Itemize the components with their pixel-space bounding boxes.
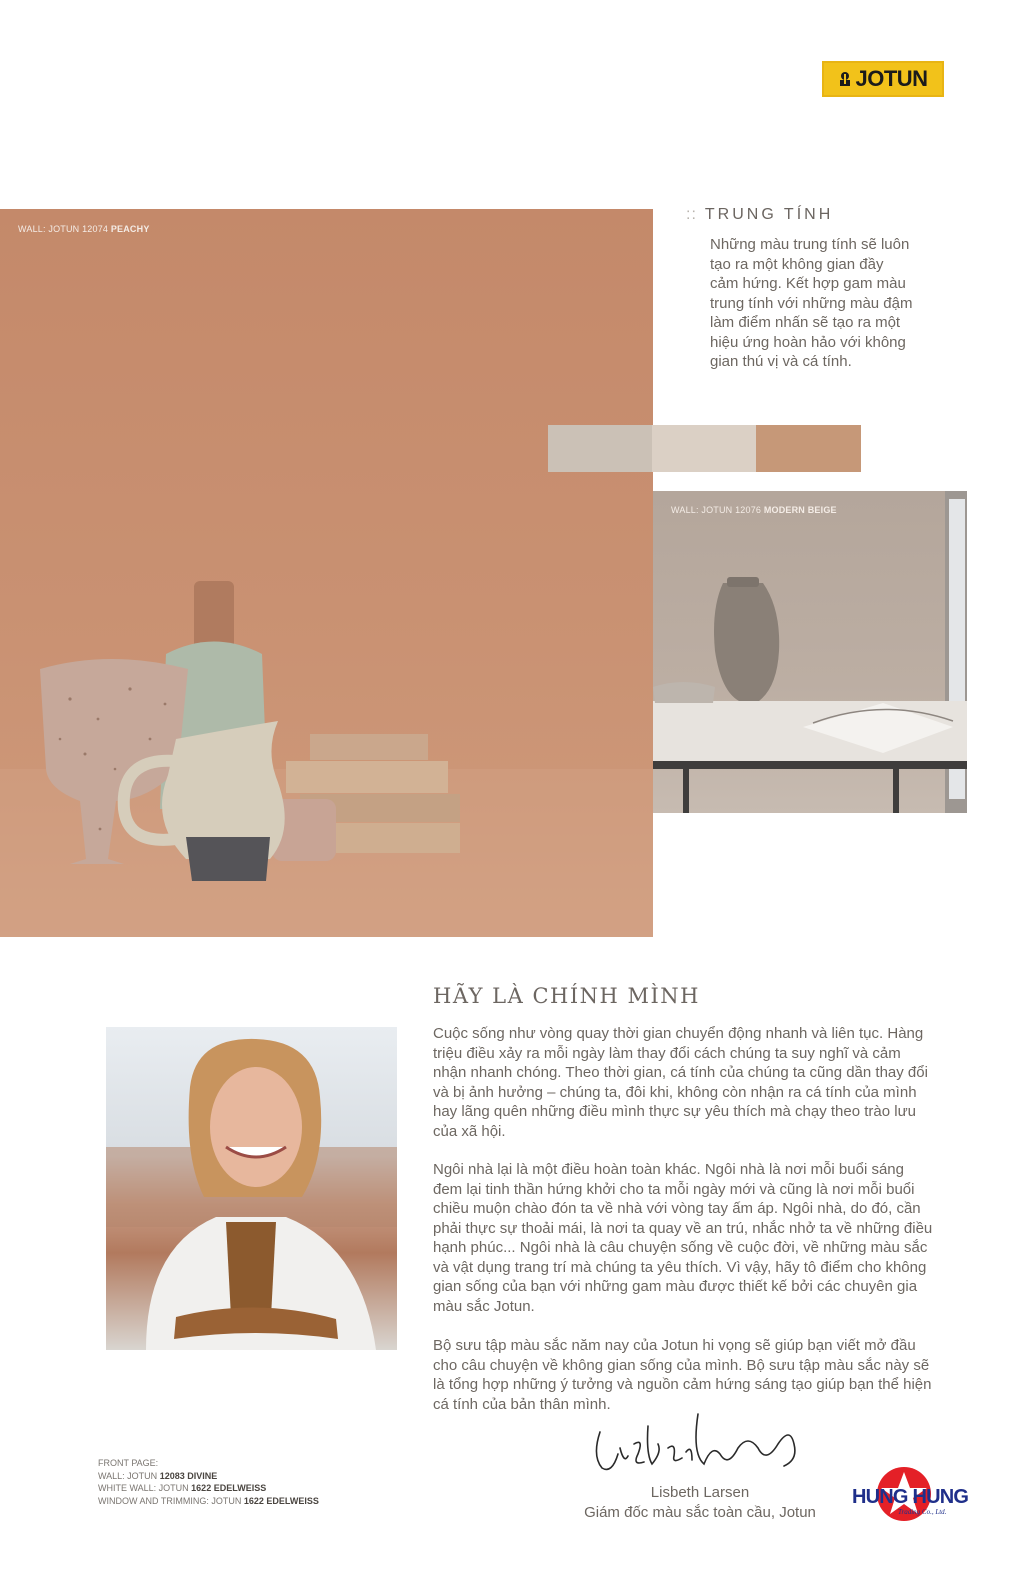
hung-hung-logo-text: HUNG HUNG bbox=[852, 1486, 969, 1508]
portrait-illustration bbox=[106, 1027, 397, 1350]
article-paragraph-1 bbox=[433, 1024, 957, 1141]
hung-hung-logo-subtext: Trading Co., Ltd. bbox=[898, 1508, 947, 1516]
credits-line bbox=[98, 1482, 319, 1495]
paragraph-line: Cuộc sống như vòng quay thời gian chuyển động nhanh và liên tục. Hàng bbox=[433, 1025, 924, 1042]
credits-line: FRONT PAGE: bbox=[98, 1458, 159, 1468]
paragraph-line: là tổng hợp những ý tưởng và nguồn cảm hứng sáng tạo giúp bạn thể hiện bbox=[433, 1376, 932, 1393]
main-photo-caption bbox=[18, 224, 150, 234]
side-photo-caption bbox=[671, 505, 837, 515]
article-paragraph-2 bbox=[433, 1160, 957, 1316]
paragraph-line: hay lãng quên những điều mình thực sự yêu thích mà chạy theo trào lưu bbox=[433, 1103, 916, 1120]
pottery-illustration bbox=[0, 209, 653, 937]
paragraph-line: cho câu chuyện về không gian sống của mình. Bộ sưu tập màu sắc này sẽ bbox=[433, 1356, 930, 1374]
heading-text: TRUNG TÍNH bbox=[704, 206, 834, 223]
credits-line bbox=[98, 1470, 319, 1483]
caption-color-name: MODERN BEIGE bbox=[763, 505, 837, 515]
credits-color: 12083 DIVINE bbox=[159, 1470, 218, 1481]
heading-dots: :: bbox=[686, 206, 697, 223]
neutral-line: gian thú vị và cá tính. bbox=[710, 353, 852, 370]
paragraph-line: đem lại tinh thần hứng khởi cho ta mỗi ngày mới và cũng là nơi mỗi buổi bbox=[433, 1180, 915, 1198]
credits-prefix: WALL: JOTUN bbox=[98, 1470, 160, 1481]
neutral-line: tạo ra một không gian đầy bbox=[710, 255, 884, 273]
portrait-photo bbox=[106, 1027, 397, 1350]
neutral-line: làm điểm nhấn sẽ tạo ra một bbox=[710, 314, 901, 331]
article-title: HÃY LÀ CHÍNH MÌNH bbox=[433, 984, 700, 1008]
neutral-section-heading bbox=[686, 206, 833, 224]
caption-prefix: WALL: JOTUN 12076 bbox=[671, 505, 764, 515]
article-paragraph-3 bbox=[433, 1336, 957, 1414]
credits-color: 1622 EDELWEISS bbox=[243, 1495, 319, 1506]
side-photo-modern-beige bbox=[653, 491, 967, 813]
credits-color: 1622 EDELWEISS bbox=[191, 1483, 267, 1493]
paragraph-line: triệu điều xảy ra mỗi ngày làm thay đổi cách chúng ta suy nghĩ và cảm bbox=[433, 1044, 901, 1062]
caption-color-name: PEACHY bbox=[110, 224, 150, 234]
credits-prefix: WHITE WALL: JOTUN bbox=[98, 1483, 192, 1493]
paragraph-line: nhận nhanh chóng. Theo thời gian, cá tính của chúng ta cũng dần thay đổi bbox=[433, 1064, 928, 1081]
photo-credits bbox=[98, 1457, 319, 1507]
neutral-line: cảm hứng. Kết hợp gam màu bbox=[710, 275, 906, 292]
main-photo-peachy bbox=[0, 209, 653, 937]
jotun-emblem-icon bbox=[838, 71, 852, 87]
paragraph-line: của xã hội. bbox=[433, 1122, 506, 1140]
paragraph-line: gian sống của bạn với những gam màu được thiết kế bởi các chuyên gia bbox=[433, 1278, 918, 1295]
interior-illustration bbox=[653, 491, 967, 813]
paragraph-line: phải thực sự thoải mái, là nơi ta quay về an trú, nhắc nhở ta về những điều bbox=[433, 1219, 933, 1237]
neutral-line: Những màu trung tính sẽ luôn bbox=[710, 236, 910, 253]
paragraph-line: và vật dụng trang trí mà chúng ta yêu thích. Vì vậy, hãy tô điểm cho không bbox=[433, 1258, 927, 1276]
signature-name: Lisbeth Larsen bbox=[650, 1484, 750, 1501]
caption-prefix: WALL: JOTUN 12074 bbox=[18, 224, 111, 234]
color-swatch-3 bbox=[756, 425, 861, 472]
neutral-section-body bbox=[710, 235, 946, 372]
neutral-line: trung tính với những màu đậm bbox=[710, 294, 913, 312]
jotun-logo bbox=[822, 61, 944, 97]
color-swatch-2 bbox=[652, 425, 756, 472]
paragraph-line: cá tính của bản thân mình. bbox=[433, 1395, 611, 1413]
paragraph-line: Bộ sưu tập màu sắc năm nay của Jotun hi vọng sẽ giúp bạn viết mở đầu bbox=[433, 1337, 916, 1354]
paragraph-line: màu sắc Jotun. bbox=[433, 1297, 535, 1315]
paragraph-line: hạnh phúc... Ngôi nhà là câu chuyện sống về cuộc đời, về những màu sắc bbox=[433, 1239, 928, 1256]
credits-prefix: WINDOW AND TRIMMING: JOTUN bbox=[98, 1495, 244, 1506]
paragraph-line: Ngôi nhà lại là một điều hoàn toàn khác. Ngôi nhà là nơi mỗi buổi sáng bbox=[433, 1161, 904, 1178]
neutral-line: hiệu ứng hoàn hảo với không bbox=[710, 333, 906, 351]
paragraph-line: chiều muộn chào đón ta về nhà với vòng tay ấm áp. Ngôi nhà, do đó, cần bbox=[433, 1200, 921, 1217]
color-swatch-1 bbox=[548, 425, 652, 472]
credits-line bbox=[98, 1495, 319, 1508]
signature-role: Giám đốc màu sắc toàn cầu, Jotun bbox=[584, 1504, 816, 1521]
jotun-logo-text: JOTUN bbox=[855, 66, 928, 91]
hung-hung-logo bbox=[852, 1464, 969, 1526]
handwritten-signature bbox=[588, 1404, 802, 1480]
paragraph-line: và bị ảnh hưởng – chúng ta, đôi khi, không còn nhận ra cá tính của mình bbox=[433, 1083, 917, 1101]
